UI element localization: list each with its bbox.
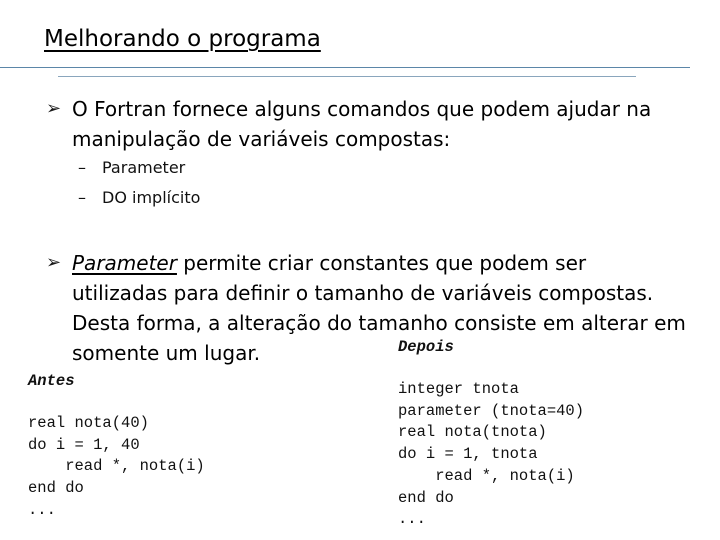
bullet-parameter-description — [46, 248, 686, 368]
depois-label: Depois — [398, 338, 454, 356]
sub-item-do-implicito — [78, 188, 200, 208]
sub-item-label: DO implícito — [102, 188, 201, 207]
bullet-text: permite criar constantes que podem ser utilizadas para definir o tamanho de variáveis compostas. Desta forma, a alteração do tamanho consiste em alterar em somente um lugar. — [72, 251, 686, 365]
code-block-antes: real nota(40) do i = 1, 40 read *, nota(i) end do ... — [28, 414, 205, 519]
sub-item-label: Parameter — [102, 158, 186, 177]
slide-title: Melhorando o programa — [44, 26, 321, 52]
title-divider-secondary — [58, 76, 636, 77]
sub-item-parameter — [78, 158, 185, 178]
bullet-fortran-commands — [46, 94, 686, 154]
code-block-depois: integer tnota parameter (tnota=40) real nota(tnota) do i = 1, tnota read *, nota(i) end do ... — [398, 380, 585, 529]
parameter-keyword: Parameter — [72, 251, 177, 275]
dash-icon: – — [78, 158, 86, 177]
bullet-text: O Fortran fornece alguns comandos que podem ajudar na manipulação de variáveis compostas: — [72, 97, 652, 151]
arrow-bullet-icon: ➢ — [46, 252, 62, 273]
title-divider — [0, 67, 690, 68]
arrow-bullet-icon: ➢ — [46, 98, 62, 119]
dash-icon: – — [78, 188, 86, 207]
antes-label: Antes — [28, 372, 75, 390]
